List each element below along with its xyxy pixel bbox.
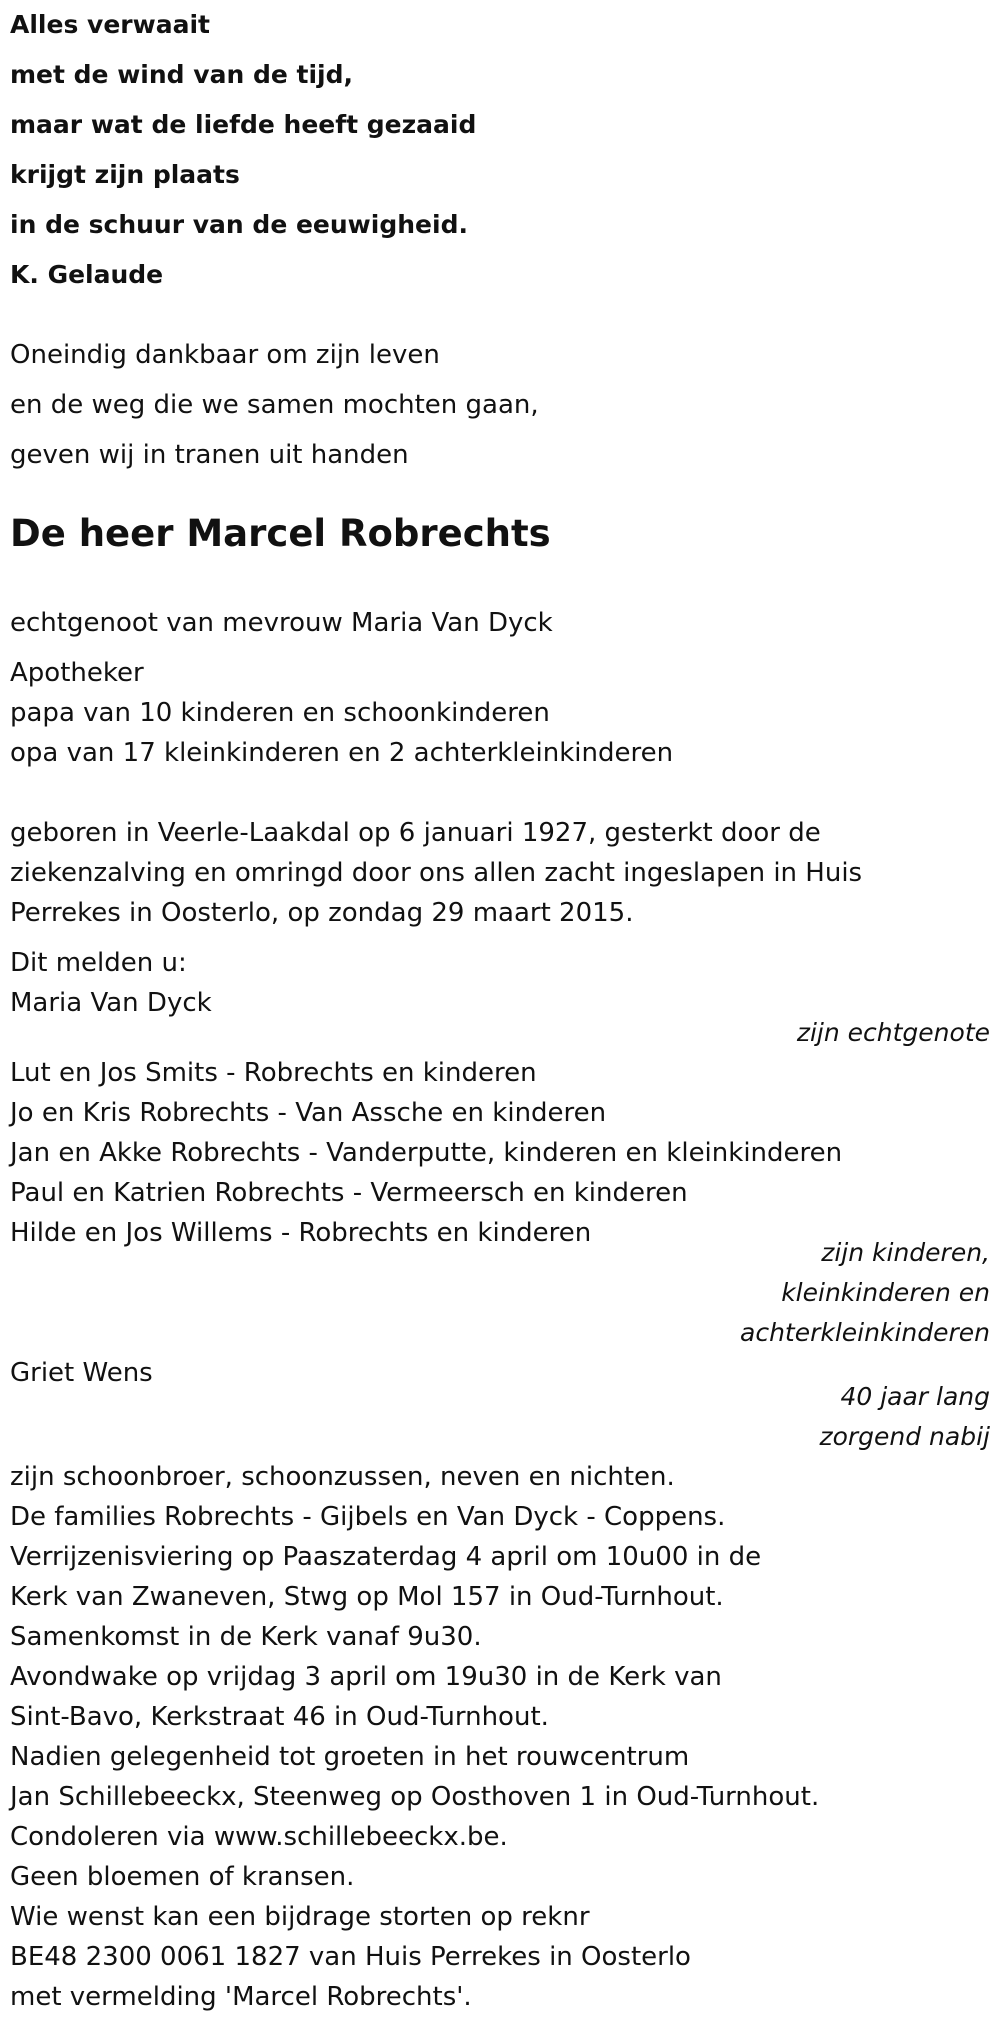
birth-death-line: Perrekes in Oosterlo, op zondag 29 maart 2015. [10,898,634,928]
poem-line: maar wat de liefde heeft gezaaid [10,110,477,139]
detail-line: Apotheker [10,658,144,688]
child-line: Jan en Akke Robrechts - Vanderputte, kinderen en kleinkinderen [10,1138,843,1168]
poem-line: krijgt zijn plaats [10,160,240,189]
poem-line: met de wind van de tijd, [10,60,353,89]
closing-line: met vermelding 'Marcel Robrechts'. [10,1982,472,2012]
closing-line: Geen bloemen of kransen. [10,1862,355,1892]
deceased-name: De heer Marcel Robrechts [10,512,551,555]
spouse-name: Maria Van Dyck [10,988,212,1018]
closing-line: Nadien gelegenheid tot groeten in het rouwcentrum [10,1742,690,1772]
caregiver-role: zorgend nabij [819,1422,990,1451]
birth-death-line: geboren in Veerle-Laakdal op 6 januari 1927, gesterkt door de [10,818,821,848]
intro-line: en de weg die we samen mochten gaan, [10,390,539,420]
child-line: Hilde en Jos Willems - Robrechts en kinderen [10,1218,592,1248]
children-role: kleinkinderen en [781,1278,990,1307]
intro-line: Oneindig dankbaar om zijn leven [10,340,440,370]
closing-line: Jan Schillebeeckx, Steenweg op Oosthoven 1 in Oud-Turnhout. [10,1782,820,1812]
poem-line: Alles verwaait [10,10,210,39]
child-line: Jo en Kris Robrechts - Van Assche en kinderen [10,1098,607,1128]
poem-line: in de schuur van de eeuwigheid. [10,210,468,239]
children-role: achterkleinkinderen [740,1318,990,1347]
child-line: Lut en Jos Smits - Robrechts en kinderen [10,1058,537,1088]
children-role: zijn kinderen, [821,1238,990,1267]
closing-line: Avondwake op vrijdag 3 april om 19u30 in de Kerk van [10,1662,722,1692]
detail-line: papa van 10 kinderen en schoonkinderen [10,698,550,728]
child-line: Paul en Katrien Robrechts - Vermeersch en kinderen [10,1178,688,1208]
detail-line: echtgenoot van mevrouw Maria Van Dyck [10,608,553,638]
closing-line: Samenkomst in de Kerk vanaf 9u30. [10,1622,482,1652]
condolence-link-line: Condoleren via www.schillebeeckx.be. [10,1822,508,1852]
poem-author: K. Gelaude [10,260,164,289]
spouse-role: zijn echtgenote [796,1018,990,1047]
closing-line: Kerk van Zwaneven, Stwg op Mol 157 in Oud-Turnhout. [10,1582,724,1612]
caregiver-role: 40 jaar lang [840,1382,990,1411]
birth-death-line: ziekenzalving en omringd door ons allen zacht ingeslapen in Huis [10,858,863,888]
closing-line: Wie wenst kan een bijdrage storten op reknr [10,1902,590,1932]
caregiver-name: Griet Wens [10,1358,153,1388]
closing-line: zijn schoonbroer, schoonzussen, neven en nichten. [10,1462,675,1492]
closing-line: Verrijzenisviering op Paaszaterdag 4 april om 10u00 in de [10,1542,762,1572]
announcers-intro: Dit melden u: [10,948,187,978]
intro-line: geven wij in tranen uit handen [10,440,409,470]
bank-account-line: BE48 2300 0061 1827 van Huis Perrekes in Oosterlo [10,1942,691,1972]
closing-line: Sint-Bavo, Kerkstraat 46 in Oud-Turnhout. [10,1702,549,1732]
closing-line: De families Robrechts - Gijbels en Van Dyck - Coppens. [10,1502,726,1532]
detail-line: opa van 17 kleinkinderen en 2 achterkleinkinderen [10,738,674,768]
